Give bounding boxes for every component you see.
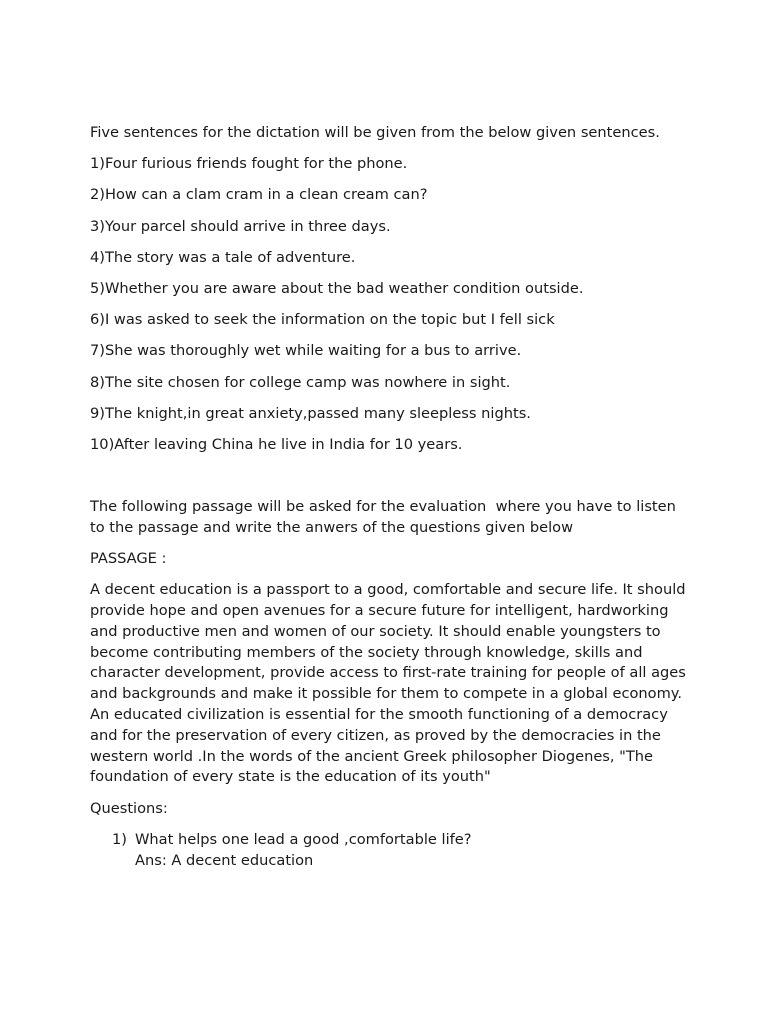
sentence-3: 3)Your parcel should arrive in three days. xyxy=(90,217,391,235)
passage-label: PASSAGE : xyxy=(90,550,167,568)
question-number: 1) xyxy=(112,830,127,848)
sentence-1: 1)Four furious friends fought for the phone. xyxy=(90,155,408,173)
document-page xyxy=(90,123,690,871)
questions-list xyxy=(90,830,690,872)
sentence-7: 7)She was thoroughly wet while waiting for a bus to arrive. xyxy=(90,342,522,360)
sentence-5: 5)Whether you are aware about the bad weather condition outside. xyxy=(90,279,584,297)
sentence-8: 8)The site chosen for college camp was nowhere in sight. xyxy=(90,373,511,391)
question-body xyxy=(135,830,690,872)
sentence-9: 9)The knight,in great anxiety,passed many sleepless nights. xyxy=(90,404,531,422)
question-item xyxy=(90,830,690,872)
dictation-intro: Five sentences for the dictation will be given from the below given sentences. xyxy=(90,124,660,141)
passage-text: A decent education is a passport to a good, comfortable and secure life. It should provide hope and open avenues for a secure future for intelligent, hardworking and productive men and women of our society. It should enable youngsters to become contributing members of the society through knowledge, skills and character development, provide access to first-rate training for people of all ages and backgrounds and make it possible for them to compete in a global economy. An educated civilization is essential for the smooth functioning of a democracy and for the preservation of every citizen, as proved by the democracies in the western world .In the words of the ancient Greek philosopher Diogenes, "The foundation of every state is the education of its youth" xyxy=(90,581,691,786)
sentence-6: 6)I was asked to seek the information on the topic but I fell sick xyxy=(90,311,555,329)
answer-text: Ans: A decent education xyxy=(135,851,314,869)
sentence-4: 4)The story was a tale of adventure. xyxy=(90,248,356,266)
question-text: What helps one lead a good ,comfortable life? xyxy=(135,830,472,848)
sentence-2: 2)How can a clam cram in a clean cream can? xyxy=(90,186,428,204)
questions-label: Questions: xyxy=(90,799,168,817)
evaluation-intro: The following passage will be asked for the evaluation where you have to listen to the passage and write the anwers of the questions given below xyxy=(90,498,686,536)
sentence-10: 10)After leaving China he live in India for 10 years. xyxy=(90,435,463,453)
blank-line xyxy=(90,466,690,497)
